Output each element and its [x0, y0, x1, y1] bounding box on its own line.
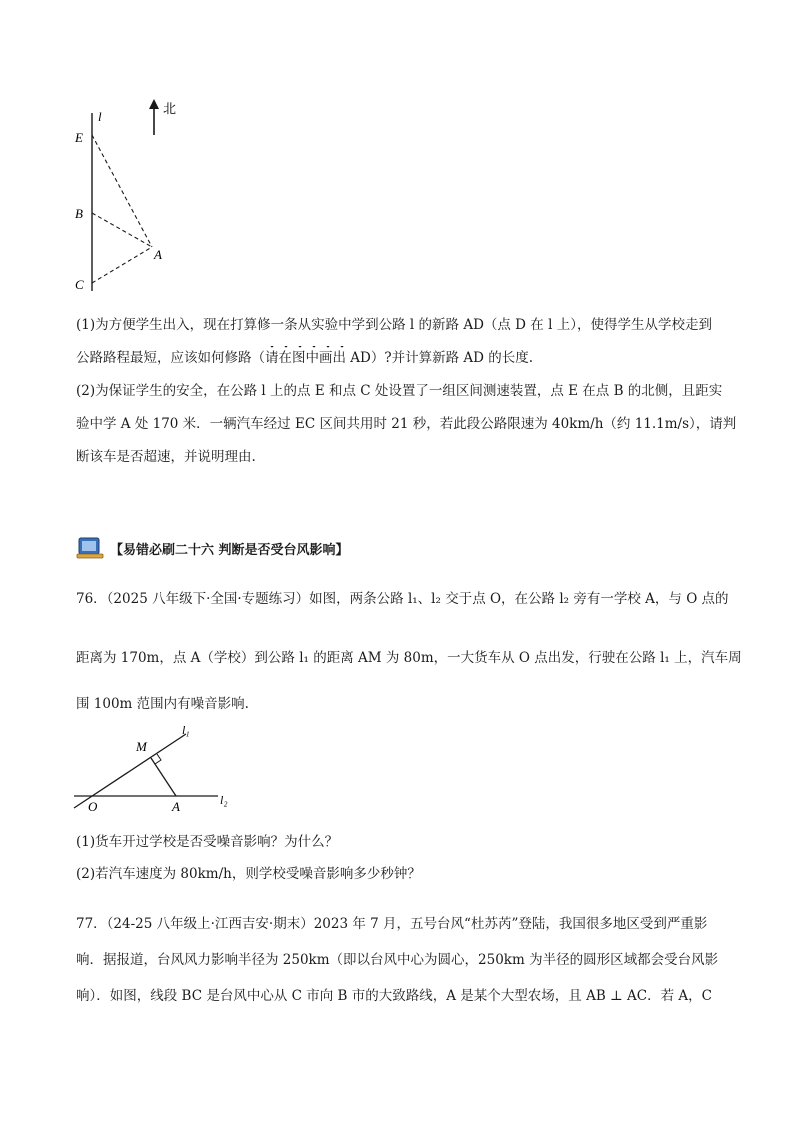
q75-part2-line1: (2)为保证学生的安全，在公路 l 上的点 E 和点 C 处设置了一组区间测速装置，点 E 在点 B 的北侧，且距实 — [76, 383, 723, 399]
dashed-EA — [92, 135, 152, 247]
road-l1-line — [74, 734, 186, 808]
north-arrow-icon — [149, 99, 159, 135]
segment-AM — [151, 758, 176, 796]
q77-line3: 响）．如图，线段 BC 是台风中心从 C 市向 B 市的大致路线，A 是某个大型农场，且 AB ⊥ AC．若 A，C — [76, 988, 712, 1004]
label-M: M — [136, 739, 147, 754]
q76-line1: 76．（2025 八年级下·全国·专题练习）如图，两条公路 l₁、l₂ 交于点 O，在公路 l₂ 旁有一学校 A，与 O 点的 — [76, 591, 729, 607]
label-l2: l₂ — [220, 793, 228, 807]
q76-line2: 距离为 170m，点 A（学校）到公路 l₁ 的距离 AM 为 80m，一大货车从 O 点出发，行驶在公路 l₁ 上，汽车周 — [76, 650, 742, 666]
section-title: 【易错必刷二十六 判断是否受台风影响】 — [110, 542, 349, 558]
label-l1: l₁ — [182, 723, 190, 737]
q75-part1-line1: (1)为方便学生出入，现在打算修一条从实验中学到公路 l 的新路 AD（点 D 在 l 上），使得学生从学校走到 — [76, 317, 712, 333]
label-O: O — [88, 799, 98, 812]
label-B: B — [75, 206, 83, 221]
q76-sub2: (2)若汽车速度为 80km/h，则学校受噪音影响多少秒钟？ — [76, 866, 421, 882]
label-E: E — [75, 130, 83, 145]
q75-part1-emphasis: 请在图中画出 — [265, 346, 346, 366]
q77-line2: 响．据报道，台风风力影响半径为 250km（即以台风中心为圆心，250km 为半径的圆形区域都会受台风影 — [76, 952, 719, 968]
q76-sub1: (1)货车开过学校是否受噪音影响？为什么？ — [76, 834, 339, 850]
figure-road-diagram — [70, 95, 200, 300]
q77-line1: 77．（24-25 八年级上·江西吉安·期末）2023 年 7 月，五号台风“杜苏芮”登陆，我国很多地区受到严重影 — [76, 916, 708, 932]
figure-intersection-diagram — [68, 722, 238, 812]
q75-part2-line3: 断该车是否超速，并说明理由. — [76, 449, 256, 465]
section-header — [76, 536, 349, 560]
book-icon — [76, 536, 104, 560]
label-north: 北 — [163, 102, 177, 117]
q75-part1-line2-b: AD）?并计算新路 AD 的长度. — [346, 350, 534, 366]
q75-part1-line2-a: 公路路程最短，应该如何修路（ — [76, 350, 265, 366]
q76-line3: 围 100m 范围内有噪音影响. — [76, 696, 249, 712]
label-A: A — [154, 247, 162, 262]
label-l: l — [98, 109, 102, 124]
dashed-CA — [92, 247, 152, 283]
right-angle-mark — [155, 754, 161, 764]
q75-part1-line2 — [76, 342, 736, 375]
label-C: C — [75, 277, 84, 292]
q75-part2-line2: 验中学 A 处 170 米．一辆汽车经过 EC 区间共用时 21 秒，若此段公路限速为 40km/h（约 11.1m/s），请判 — [76, 416, 737, 432]
label-A2: A — [172, 799, 180, 812]
